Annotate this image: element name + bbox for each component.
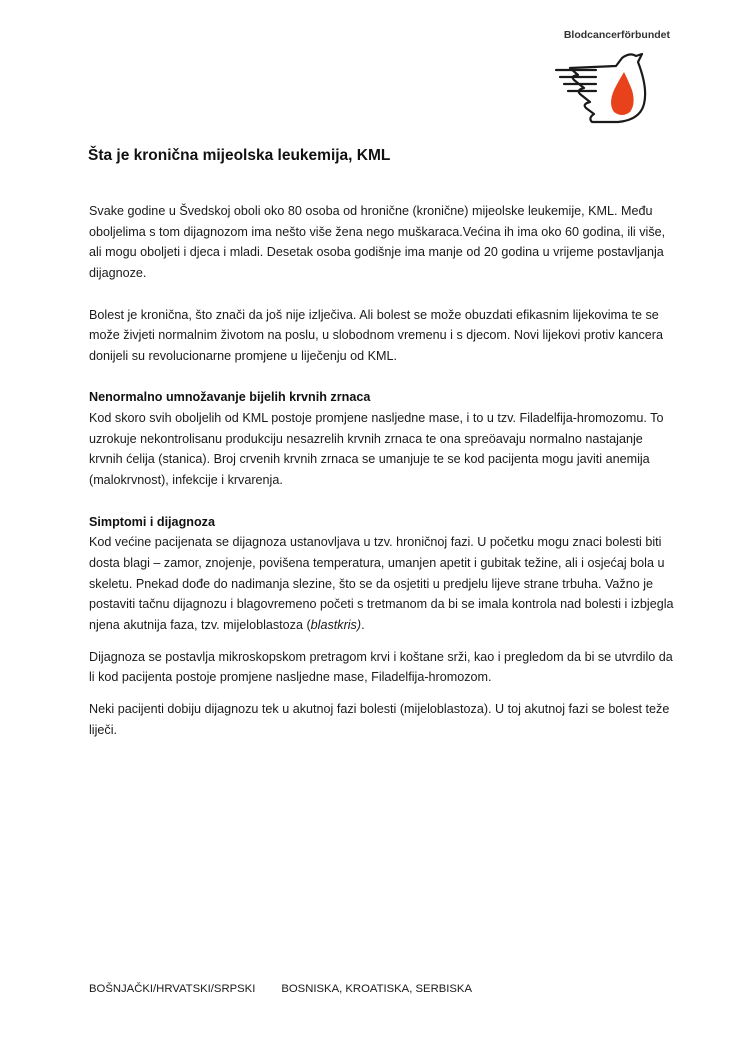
blastkris-term: blastkris) xyxy=(310,618,362,633)
organization-name: Blodcancerförbundet xyxy=(563,29,670,41)
section-text-white-cells: Kod skoro svih oboljelih od KML postoje promjene nasljedne mase, i to u tzv. Filadelfija-hromozomu. To uzrokuje nekontrolisanu produkciju nesazrelih krvnih zrnaca te ona spreöavaju normalno nastajanje krvnih ćelija (stanica). Broj crvenih krvnih zrnaca se umanjuje te se kod pacijenta mogu javiti anemija (malokrvnost), infekcije i krvarenja. xyxy=(89,411,664,488)
section-heading-white-cells: Nenormalno umnožavanje bijelih krvnih zrnaca xyxy=(89,390,371,405)
document-body xyxy=(89,201,674,741)
footer-language xyxy=(89,983,472,995)
symptoms-text-end: . xyxy=(361,618,365,633)
intro-paragraph: Svake godine u Švedskoj oboli oko 80 osoba od hronične (kronične) mijeolske leukemije, KML. Među oboljelima s tom dijagnozom ima nešto više žena nego muškaraca.Većina ih ima oko 60 godina, ili više, ali mogu oboljeti i djeca i mladi. Desetak osoba godišnje ima manje od 20 godina u vrijeme postavljanja dijagnoze. xyxy=(89,204,666,281)
footer-language-swedish: BOSNISKA, KROATISKA, SERBISKA xyxy=(281,983,472,995)
chronic-paragraph: Bolest je kronična, što znači da još nije izlječiva. Ali bolest se može obuzdati efikasnim lijekovima te se može živjeti normalnim životom na poslu, u slobodnom vremenu i s djecom. Novi lijekovi protiv kancera donijeli su revolucionarne promjene u liječenju od KML. xyxy=(89,307,663,363)
acute-phase-paragraph: Neki pacijenti dobiju dijagnozu tek u akutnoj fazi bolesti (mijeloblastoza). U toj akutnoj fazi se bolest teže liječi. xyxy=(89,702,670,737)
diagnosis-paragraph: Dijagnoza se postavlja mikroskopskom pretragom krvi i koštane srži, kao i pregledom da bi se utvrdilo da li kod pacijenta postoje promjene nasljedne mase, Filadelfija-hromozom. xyxy=(89,649,673,685)
footer-language-native: BOŠNJAČKI/HRVATSKI/SRPSKI xyxy=(89,983,256,995)
section-heading-symptoms: Simptomi i dijagnoza xyxy=(89,514,215,529)
dove-outline xyxy=(556,54,645,122)
page-title: Šta je kronična mijeolska leukemija, KML xyxy=(88,147,391,164)
blood-drop xyxy=(611,72,634,115)
dove-drop-logo-icon xyxy=(552,48,652,124)
section-text-symptoms xyxy=(89,532,674,636)
symptoms-text: Kod većine pacijenata se dijagnoza ustanovljava u tzv. hroničnoj fazi. U početku mogu znaci bolesti biti dosta blagi – zamor, znojenje, povišena temperatura, umanjen apetit i gubitak težine, ali i osjećaj bola u skeletu. Pnekad dođe do nadimanja slezine, što se da osjetiti u predjelu lijeve strane trbuha. Važno je postaviti tačnu dijagnozu i blagovremeno početi s tretmanom da bi se imala kontrola nad bolesti i izbjegla njena akutnija faza, tzv. mijeloblastoza ( xyxy=(89,535,674,633)
